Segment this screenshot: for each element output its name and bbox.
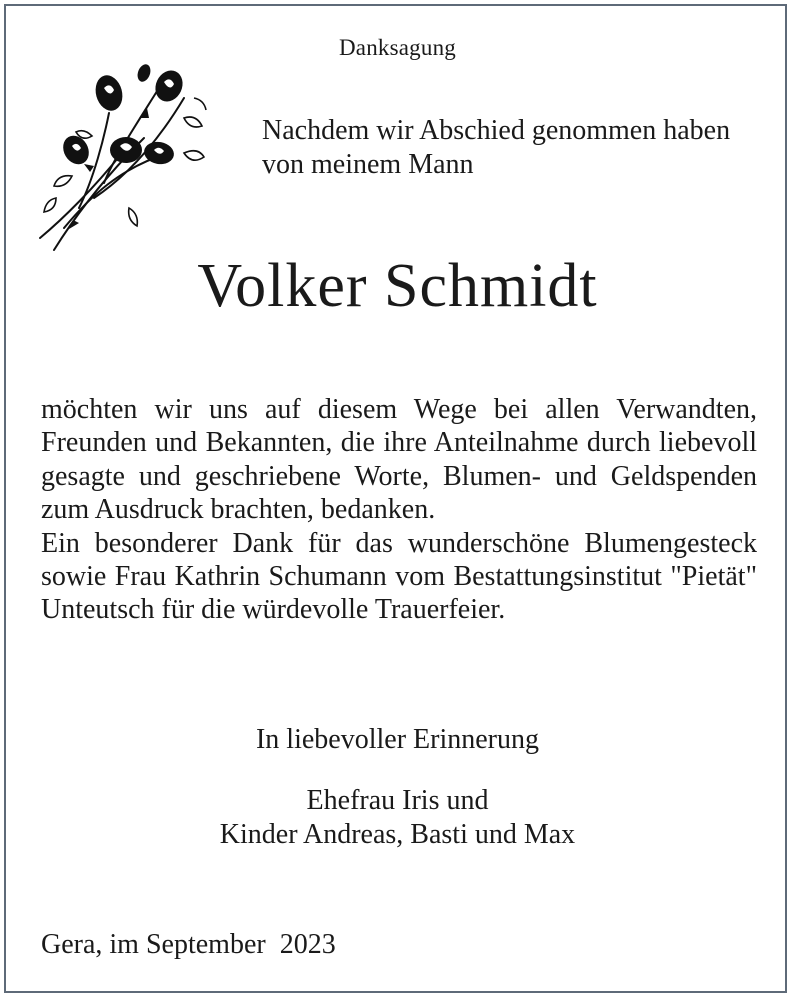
paragraph-line: gesagte und geschriebene Worte, Blumen- und Geldspenden (41, 460, 757, 492)
paragraph-line: zum Ausdruck brachten, bedanken. (41, 494, 436, 526)
paragraph-line: Ein besonderer Dank für das wunderschöne Blumengesteck (41, 527, 757, 559)
family-line: Ehefrau Iris und (306, 785, 489, 816)
paragraph-line: sowie Frau Kathrin Schumann vom Bestattungsinstitut "Pietät" (41, 561, 757, 593)
rose-bouquet-icon (34, 58, 214, 254)
paragraph-line: möchten wir uns auf diesem Wege bei allen Verwandten, (41, 394, 757, 425)
notice-heading: Danksagung (339, 35, 456, 60)
paragraph-line: Freunden und Bekannten, die ihre Anteilnahme durch liebevoll (41, 427, 757, 459)
paragraph-line: Unteutsch für die würdevolle Trauerfeier. (41, 594, 506, 626)
intro-text (262, 114, 762, 182)
intro-line: von meinem Mann (262, 149, 474, 180)
deceased-name: Volker Schmidt (197, 252, 598, 320)
place-date: Gera, im September 2023 (41, 929, 336, 960)
closing-line: In liebevoller Erinnerung (255, 724, 539, 755)
family-line: Kinder Andreas, Basti und Max (219, 819, 576, 850)
intro-line: Nachdem wir Abschied genommen haben (262, 115, 731, 146)
thanks-paragraph (41, 393, 757, 627)
family-signature (0, 784, 795, 852)
